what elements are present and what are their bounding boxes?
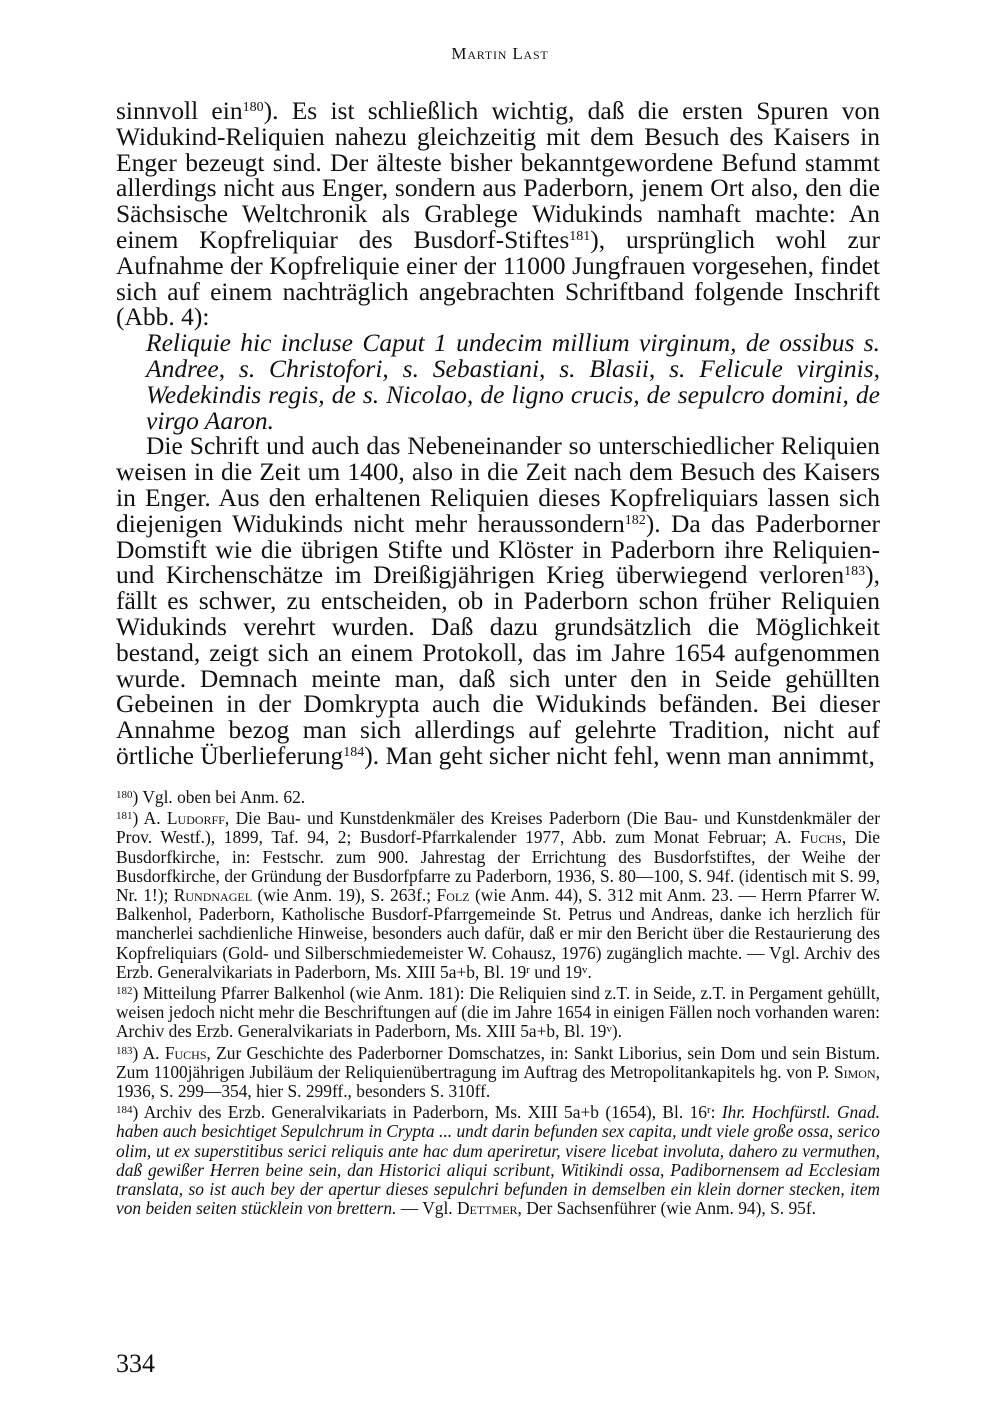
main-text: [116, 98, 880, 769]
footnote-number: 184: [116, 1104, 133, 1117]
text-span: ), fällt es schwer, zu entscheiden, ob in Paderborn schon früher Reliquien Widukinds verehrt wurden. Daß dazu grundsätzlich die Möglichkeit bestand, zeigt sich an einem Protokoll, das im Jahre 1654 aufgenommen wurde. Demnach meinte man, daß sich unter den in Seide gehüllten Gebeinen in der Domkrypta auch die Widukinds befänden. Bei dieser Annahme bezog man sich allerdings auf gelehrte Tradition, nicht auf örtliche Überlieferung: [116, 560, 880, 770]
text-span: ). Da das Paderborner Domstift wie die übrigen Stifte und Klöster in Paderborn ihre Reliquien- und Kirchenschätze im Dreißigjährigen Krieg überwiegend verloren: [116, 508, 881, 590]
footnote-ref-180: 180: [242, 100, 264, 115]
footnote-text: — Vgl.: [396, 1198, 457, 1219]
footnote-number: 181: [116, 810, 133, 823]
author-name: Fuchs: [164, 1042, 207, 1063]
author-name: Dettmer: [456, 1198, 518, 1219]
author-name: Fuchs: [800, 827, 842, 848]
footnote-183: [116, 1044, 880, 1102]
footnote-184: [116, 1103, 880, 1218]
paragraph-1: [116, 98, 880, 330]
author-name: Folz: [436, 885, 470, 906]
footnote-text: (wie Anm. 44), S. 312 mit Anm. 23. — Herrn Pfarrer W. Balkenhol, Paderborn, Katholische Busdorf-Pfarrgemeinde St. Petrus und Andreas, danke ich herzlich für mancherlei sachdienliche Hinweise, besonders auch dafür, daß er mir den Bericht über die Restaurierung des Kopfreliquiars (Gold- und Silberschmiedemeister W. Cohausz, 1976) zugänglich machte. — Vgl. Archiv des Erzb. Generalvikariats in Paderborn, Ms. XIII 5a+b, Bl. 19: [116, 885, 881, 982]
footnote-text: , Zur Geschichte des Paderborner Domschatzes, in: Sankt Liborius, sein Dom und sein Bistum. Zum 1100jährigen Jubiläum der Reliquienübertragung im Auftrag des Metropolitankapitels hg. von P.: [116, 1042, 880, 1082]
footnote-text: , Die Bau- und Kunstdenkmäler des Kreises Paderborn (Die Bau- und Kunstdenkmäler der Prov. Westf.), 1899, Taf. 94, 2; Busdorf-Pfarrkalender 1977, Abb. zum Monat Februar; A.: [116, 808, 880, 848]
footnote-ref-184: 184: [343, 744, 365, 760]
footnote-number: 183: [116, 1044, 133, 1057]
footnote-text: , 1936, S. 299—354, hier S. 299ff., besonders S. 310ff.: [116, 1061, 880, 1102]
footnote-text: .: [587, 961, 592, 982]
footnote-text: ) Mitteilung Pfarrer Balkenhol (wie Anm. 181): Die Reliquien sind z.T. in Seide, z.T. in Pergament gehüllt, weisen jedoch nicht mehr die Beschriftungen auf (die im Jahre 1654 in einigen Fällen noch vorhanden waren: Archiv des Erzb. Generalvikariats in Paderborn, Ms. XIII 5a+b, Bl. 19: [116, 983, 880, 1042]
footnote-ref-182: 182: [624, 512, 646, 528]
text-span: ). Es ist schließlich wichtig, daß die ersten Spuren von Widukind-Reliquien nahezu gleichzeitig mit dem Besuch des Kaisers in Enger bezeugt sind. Der älteste bisher bekanntgewordene Befund stammt allerdings nicht aus Enger, sondern aus Paderborn, jenem Ort also, den die Sächsische Weltchronik als Grablege Widukinds namhaft machte: An einem Kopfreliquiar des Busdorf-Stiftes: [116, 96, 880, 254]
author-name: Simon: [833, 1061, 876, 1082]
footnote-text: ) A.: [132, 808, 167, 829]
author-name: Rundnagel: [173, 885, 253, 906]
footnote-180: [116, 788, 880, 807]
footnote-text: ) Vgl. oben bei Anm. 62.: [132, 787, 306, 807]
text-span: sinnvoll ein: [116, 96, 243, 125]
footnote-text: und 19: [529, 961, 583, 982]
footnote-number: 180: [116, 789, 133, 801]
footnote-ref-181: 181: [569, 228, 591, 244]
folio-verso: v: [582, 963, 588, 976]
author-name: Ludorff: [166, 808, 225, 829]
footnote-ref-183: 183: [844, 564, 866, 580]
footnotes: [116, 788, 880, 1220]
footnote-text: ) Archiv des Erzb. Generalvikariats in Paderborn, Ms. XIII 5a+b (1654), Bl. 16: [132, 1102, 707, 1123]
footnote-text: :: [710, 1102, 722, 1123]
footnote-text: ).: [611, 1021, 622, 1042]
running-header: Martin Last: [451, 44, 549, 63]
footnote-number: 182: [116, 985, 133, 998]
text-span: ), ursprünglich wohl zur Aufnahme der Kopfreliquie einer der 11000 Jungfrauen vorgesehen, findet sich auf einem nachträglich angebrachten Schriftband folgende Inschrift (Abb. 4):: [116, 224, 881, 332]
folio-verso: v: [606, 1023, 612, 1036]
footnote-182: [116, 984, 880, 1042]
footnote-181: [116, 809, 880, 982]
source-quotation: Ihr. Hochfürstl. Gnad. haben auch besichtiget Sepulchrum in Crypta ... undt darin befunden sex capita, undt viele große ossa, serico olim, ut ex superstitibus serici reliquis ante hac dum aperiretur, visere licebat involuta, dahero zu vermuthen, daß gewißer Herren beine sein, dan Historici aliqui scribunt, Witikindi ossa, Padibornensem ad Ecclesiam translata, so ist auch bey der apertur dieses sepulchri befunden in demselben ein klein dorner stecken, item von beiden seiten stücklein von brettern.: [116, 1102, 880, 1219]
text-span: ). Man geht sicher nicht fehl, wenn man annimmt,: [364, 740, 875, 770]
text-span: Die Schrift und auch das Nebeneinander so unterschiedlicher Reliquien weisen in die Zeit um 1400, also in die Zeit nach dem Besuch des Kaisers in Enger. Aus den erhaltenen Reliquien dieses Kopfreliquiars lassen sich diejenigen Widukinds nicht mehr heraussondern: [116, 431, 880, 538]
inscription-quote: Reliquie hic incluse Caput 1 undecim millium virginum, de ossibus s. Andree, s. Christofori, s. Sebastiani, s. Blasii, s. Felicule virginis, Wedekindis regis, de s. Nicolao, de ligno crucis, de sepulcro domini, de virgo Aaron.: [146, 328, 880, 435]
folio-recto: r: [706, 1104, 711, 1117]
footnote-text: , Der Sachsenführer (wie Anm. 94), S. 95f.: [517, 1198, 817, 1219]
folio-recto: r: [526, 963, 530, 976]
paragraph-2: [116, 433, 880, 768]
footnote-text: ) A.: [132, 1042, 165, 1063]
page-number: 334: [116, 1349, 155, 1378]
footnote-text: (wie Anm. 19), S. 263f.;: [252, 885, 437, 906]
footnote-text: , Die Busdorfkirche, in: Festschr. zum 900. Jahrestag der Errichtung des Busdorfstiftes, der Weihe der Busdorfkirche, der Gründung der Busdorfpfarre zu Paderborn, 1936, S. 80—100, S. 94f. (identisch mit S. 99, Nr. 1!);: [116, 827, 880, 906]
